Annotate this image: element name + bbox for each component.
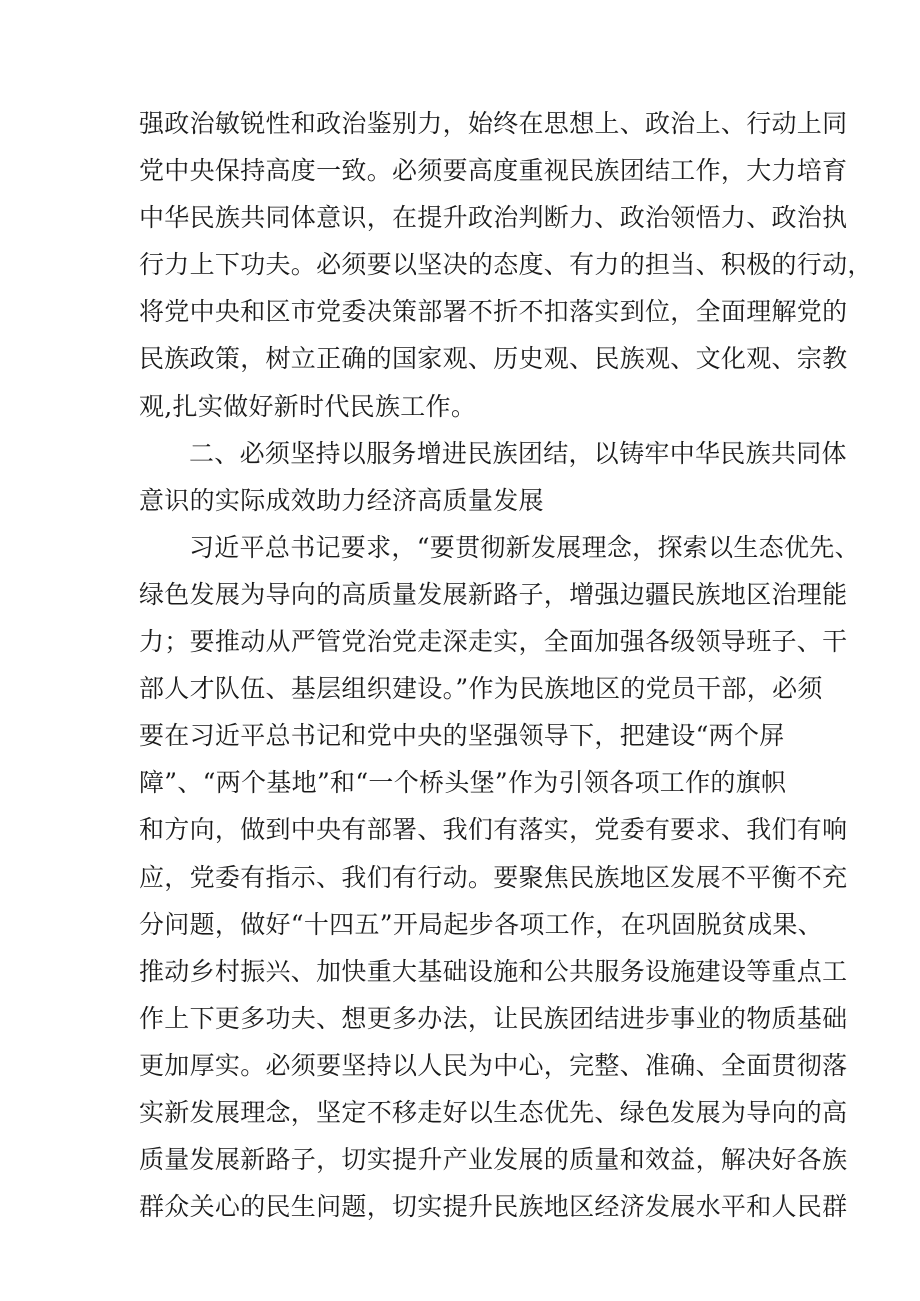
- section-heading-line: 意识的实际成效助力经济高质量发展: [139, 485, 544, 515]
- text-line: 观,扎实做好新时代民族工作。: [139, 391, 477, 421]
- section-heading-line: 二、必须坚持以服务增进民族团结，以铸牢中华民族共同体: [189, 438, 847, 468]
- text-line: 分问题，做好“十四五”开局起步各项工作，在巩固脱贫成果、: [139, 909, 823, 939]
- text-line: 中华民族共同体意识，在提升政治判断力、政治领悟力、政治执: [139, 203, 848, 233]
- text-line: 和方向，做到中央有部署、我们有落实，党委有要求、我们有响: [139, 815, 848, 845]
- text-line: 实新发展理念，坚定不移走好以生态优先、绿色发展为导向的高: [139, 1097, 848, 1127]
- text-line: 强政治敏锐性和政治鉴别力，始终在思想上、政治上、行动上同: [139, 109, 848, 138]
- text-line: 推动乡村振兴、加快重大基础设施和公共服务设施建设等重点工: [139, 956, 848, 986]
- text-line: 行力上下功夫。必须要以坚决的态度、有力的担当、积极的行动，: [139, 250, 873, 280]
- text-line: 习近平总书记要求，“要贯彻新发展理念，探索以生态优先、: [189, 532, 860, 562]
- text-line: 党中央保持高度一致。必须要高度重视民族团结工作，大力培育: [139, 156, 848, 186]
- body-text: [139, 100, 873, 1230]
- text-line: 更加厚实。必须要坚持以人民为中心，完整、准确、全面贯彻落: [139, 1050, 848, 1080]
- text-line: 障”、“两个基地”和“一个桥头堡”作为引领各项工作的旗帜: [139, 768, 787, 798]
- text-line: 将党中央和区市党委决策部署不折不扣落实到位，全面理解党的: [139, 297, 848, 327]
- text-line: 力；要推动从严管党治党走深走实，全面加强各级领导班子、干: [139, 627, 848, 657]
- text-line: 群众关心的民生问题，切实提升民族地区经济发展水平和人民群: [139, 1192, 848, 1222]
- text-line: 质量发展新路子，切实提升产业发展的质量和效益，解决好各族: [139, 1145, 848, 1175]
- text-line: 绿色发展为导向的高质量发展新路子，增强边疆民族地区治理能: [139, 579, 848, 609]
- text-line: 作上下更多功夫、想更多办法，让民族团结进步事业的物质基础: [139, 1003, 848, 1033]
- text-line: 民族政策，树立正确的国家观、历史观、民族观、文化观、宗教: [139, 344, 848, 374]
- text-line: 应，党委有指示、我们有行动。要聚焦民族地区发展不平衡不充: [139, 862, 848, 892]
- text-line: 部人才队伍、基层组织建设。”作为民族地区的党员干部，必须: [139, 674, 823, 704]
- text-line: 要在习近平总书记和党中央的坚强领导下，把建设“两个屏: [139, 721, 785, 751]
